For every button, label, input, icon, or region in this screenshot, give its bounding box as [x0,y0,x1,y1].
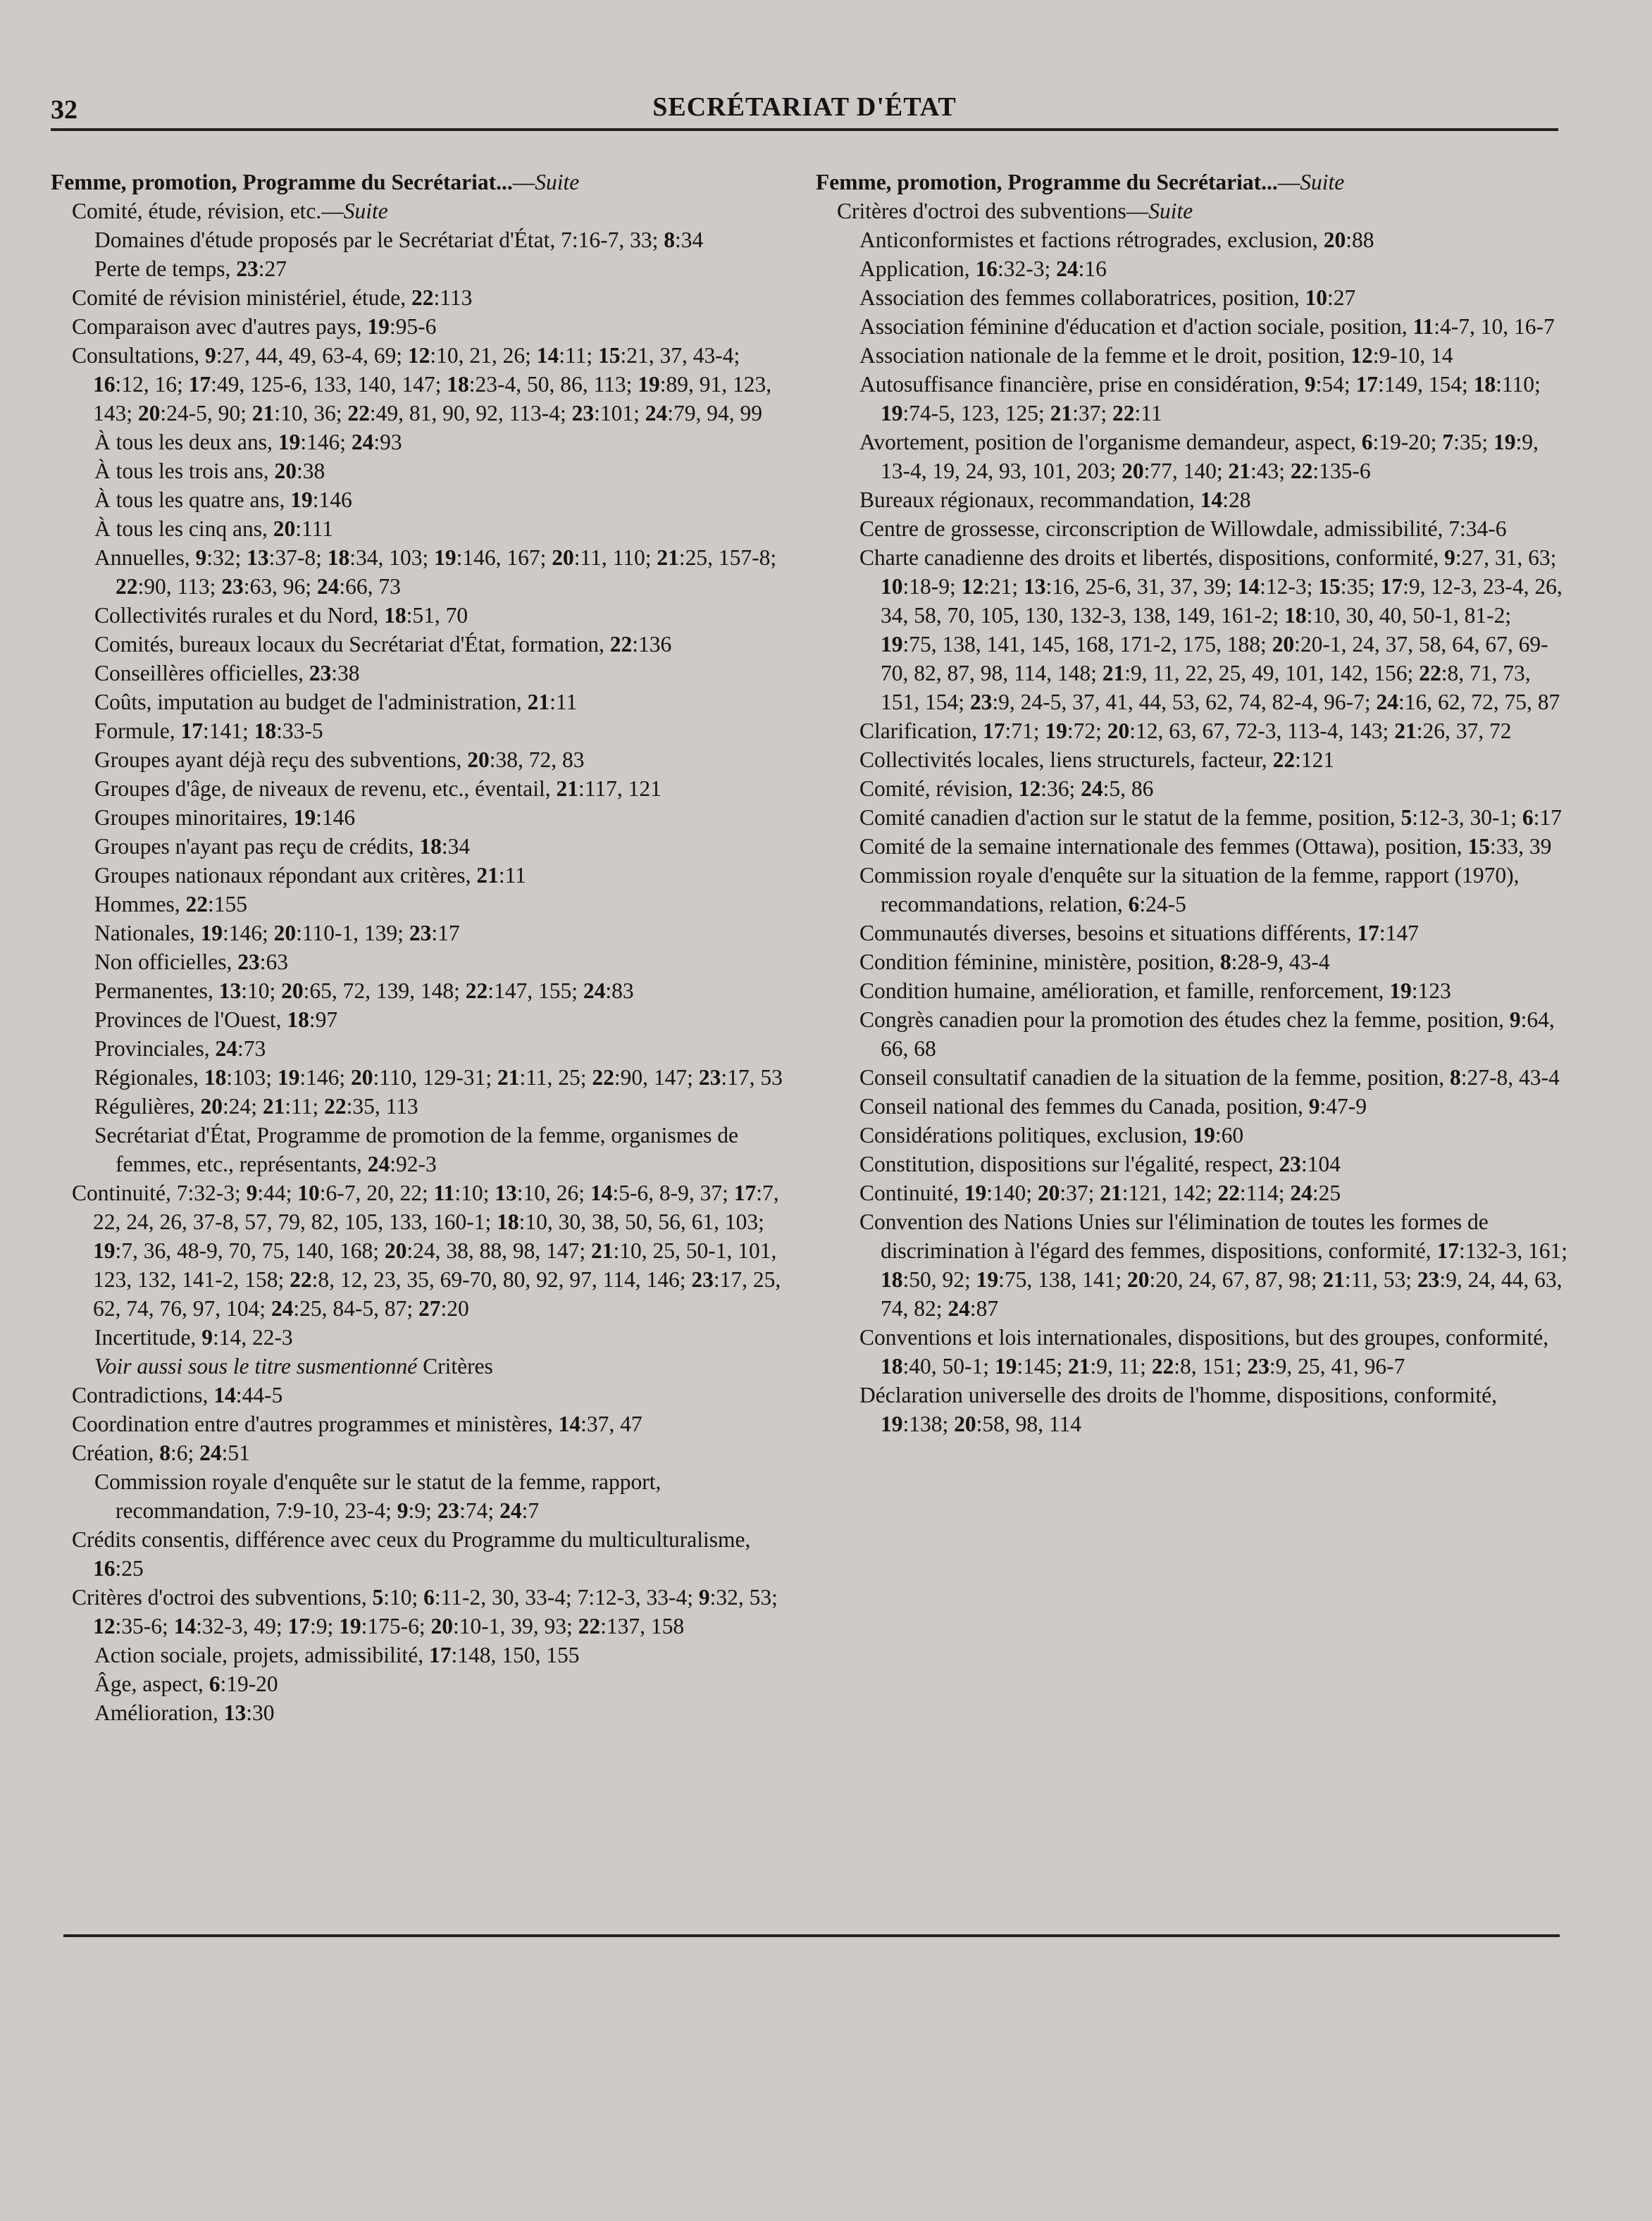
index-entry: Non officielles, 23:63 [94,950,289,974]
index-entry: Action sociale, projets, admissibilité, 17:148, 150, 155 [94,1643,580,1667]
index-heading: Femme, promotion, Programme du Secrétariat...—Suite [816,170,1345,194]
index-entry: Comité canadien d'action sur le statut de la femme, position, 5:12-3, 30-1; 6:17 [859,805,1562,830]
index-entry: Déclaration universelle des droits de l'homme, dispositions, conformité, 19:138; 20:58, 98, 114 [859,1383,1497,1436]
index-entry: Communautés diverses, besoins et situations différents, 17:147 [859,921,1419,945]
index-entry: Consultations, 9:27, 44, 49, 63-4, 69; 12:10, 21, 26; 14:11; 15:21, 37, 43-4; 16:12, 16; 17:49, 125-6, 133, 140, 147; 18:23-4, 50, 86, 113; 19:89, 91, 123, 143; 20:24-5, 90; 21:10, 36; 22:49, 81, 90, 92, 113-4; 23:101; 24:79, 94, 99 [72,343,772,425]
index-entry: Contradictions, 14:44-5 [72,1383,283,1407]
left-index-column [51,168,790,1727]
index-entry: Conseillères officielles, 23:38 [94,661,360,685]
index-entry: Groupes d'âge, de niveaux de revenu, etc., éventail, 21:117, 121 [94,776,662,801]
index-entry: Association des femmes collaboratrices, position, 10:27 [859,285,1356,310]
index-entry: À tous les trois ans, 20:38 [94,459,325,483]
index-entry: Annuelles, 9:32; 13:37-8; 18:34, 103; 19:146, 167; 20:11, 110; 21:25, 157-8; 22:90, 113; 23:63, 96; 24:66, 73 [94,545,777,599]
index-entry: Condition humaine, amélioration, et famille, renforcement, 19:123 [859,978,1451,1003]
index-entry: Coûts, imputation au budget de l'administration, 21:11 [94,690,578,714]
index-entry: Clarification, 17:71; 19:72; 20:12, 63, 67, 72-3, 113-4, 143; 21:26, 37, 72 [859,718,1512,743]
index-entry: Régulières, 20:24; 21:11; 22:35, 113 [94,1094,418,1119]
index-entry: Groupes nationaux répondant aux critères, 21:11 [94,863,526,888]
index-entry: Conventions et lois internationales, dispositions, but des groupes, conformité, 18:40, 50-1; 19:145; 21:9, 11; 22:8, 151; 23:9, 25, 41, 96-7 [859,1325,1549,1379]
index-entry: Groupes minoritaires, 19:146 [94,805,356,830]
index-entry: Amélioration, 13:30 [94,1700,275,1725]
index-entry: Incertitude, 9:14, 22-3 [94,1325,293,1350]
index-entry: Provinces de l'Ouest, 18:97 [94,1007,338,1032]
index-entry: Formule, 17:141; 18:33-5 [94,718,323,743]
index-entry: Comités, bureaux locaux du Secrétariat d'État, formation, 22:136 [94,632,672,657]
index-entry: Permanentes, 13:10; 20:65, 72, 139, 148; 22:147, 155; 24:83 [94,978,634,1003]
index-entry: Collectivités rurales et du Nord, 18:51, 70 [94,603,468,628]
index-entry: Comparaison avec d'autres pays, 19:95-6 [72,314,437,339]
right-index-column [816,168,1570,1438]
index-entry: Voir aussi sous le titre susmentionné Critères [94,1354,493,1379]
index-entry: À tous les cinq ans, 20:111 [94,516,333,541]
index-entry: Collectivités locales, liens structurels, facteur, 22:121 [859,747,1335,772]
index-entry: Autosuffisance financière, prise en considération, 9:54; 17:149, 154; 18:110; 19:74-5, 123, 125; 21:37; 22:11 [859,372,1541,425]
page-header [51,85,1558,127]
index-entry: Application, 16:32-3; 24:16 [859,256,1107,281]
footer-rule [63,1934,1560,1937]
index-entry: Groupes n'ayant pas reçu de crédits, 18:34 [94,834,471,859]
index-entry: Conseil national des femmes du Canada, position, 9:47-9 [859,1094,1367,1119]
running-title: SECRÉTARIAT D'ÉTAT [652,92,957,122]
index-entry: Secrétariat d'État, Programme de promotion de la femme, organismes de femmes, etc., représentants, 24:92-3 [94,1123,738,1176]
index-entry: À tous les quatre ans, 19:146 [94,487,352,512]
index-entry: Centre de grossesse, circonscription de Willowdale, admissibilité, 7:34-6 [859,516,1507,541]
index-entry: Critères d'octroi des subventions—Suite [837,199,1193,223]
index-entry: Constitution, dispositions sur l'égalité, respect, 23:104 [859,1152,1341,1176]
header-rule [51,128,1558,131]
index-entry: Association féminine d'éducation et d'action sociale, position, 11:4-7, 10, 16-7 [859,314,1555,339]
index-entry: Charte canadienne des droits et libertés, dispositions, conformité, 9:27, 31, 63; 10:18-9; 12:21; 13:16, 25-6, 31, 37, 39; 14:12-3; 15:35; 17:9, 12-3, 23-4, 26, 34, 58, 70, 105, 130, 132-3, 138, 149, 161-2; 18:10, 30, 40, 50-1, 81-2; 19:75, 138, 141, 145, 168, 171-2, 175, 188; 20:20-1, 24, 37, 58, 64, 67, 69-70, 82, 87, 98, 114, 148; 21:9, 11, 22, 25, 49, 101, 142, 156; 22:8, 71, 73, 151, 154; 23:9, 24-5, 37, 41, 44, 53, 62, 74, 82-4, 96-7; 24:16, 62, 72, 75, 87 [859,545,1563,714]
index-entry: Comité de révision ministériel, étude, 22:113 [72,285,473,310]
index-entry: Continuité, 19:140; 20:37; 21:121, 142; 22:114; 24:25 [859,1181,1341,1205]
index-entry: Coordination entre d'autres programmes et ministères, 14:37, 47 [72,1412,642,1436]
index-entry: Anticonformistes et factions rétrogrades, exclusion, 20:88 [859,228,1374,252]
index-entry: Avortement, position de l'organisme demandeur, aspect, 6:19-20; 7:35; 19:9, 13-4, 19, 24, 93, 101, 203; 20:77, 140; 21:43; 22:135-6 [859,430,1539,483]
index-entry: Création, 8:6; 24:51 [72,1441,250,1465]
index-entry: Perte de temps, 23:27 [94,256,287,281]
index-entry: À tous les deux ans, 19:146; 24:93 [94,430,402,454]
page-number: 32 [51,95,77,125]
index-entry: Continuité, 7:32-3; 9:44; 10:6-7, 20, 22; 11:10; 13:10, 26; 14:5-6, 8-9, 37; 17:7, 22, 24, 26, 37-8, 57, 79, 82, 105, 133, 160-1; 18:10, 30, 38, 50, 56, 61, 103; 19:7, 36, 48-9, 70, 75, 140, 168; 20:24, 38, 88, 98, 147; 21:10, 25, 50-1, 101, 123, 132, 141-2, 158; 22:8, 12, 23, 35, 69-70, 80, 92, 97, 114, 146; 23:17, 25, 62, 74, 76, 97, 104; 24:25, 84-5, 87; 27:20 [72,1181,781,1321]
index-heading: Femme, promotion, Programme du Secrétariat...—Suite [51,170,580,194]
index-entry: Comité, étude, révision, etc.—Suite [72,199,388,223]
index-entry: Bureaux régionaux, recommandation, 14:28 [859,487,1251,512]
index-entry: Domaines d'étude proposés par le Secrétariat d'État, 7:16-7, 33; 8:34 [94,228,704,252]
index-entry: Considérations politiques, exclusion, 19:60 [859,1123,1244,1147]
index-entry: Conseil consultatif canadien de la situation de la femme, position, 8:27-8, 43-4 [859,1065,1560,1090]
index-entry: Hommes, 22:155 [94,892,248,916]
index-entry: Congrès canadien pour la promotion des études chez la femme, position, 9:64, 66, 68 [859,1007,1555,1061]
index-entry: Commission royale d'enquête sur le statut de la femme, rapport, recommandation, 7:9-10, 23-4; 9:9; 23:74; 24:7 [94,1469,662,1523]
index-entry: Convention des Nations Unies sur l'élimination de toutes les formes de discrimination à l'égard des femmes, dispositions, conformité, 17:132-3, 161; 18:50, 92; 19:75, 138, 141; 20:20, 24, 67, 87, 98; 21:11, 53; 23:9, 24, 44, 63, 74, 82; 24:87 [859,1209,1568,1321]
index-entry: Régionales, 18:103; 19:146; 20:110, 129-31; 21:11, 25; 22:90, 147; 23:17, 53 [94,1065,783,1090]
index-entry: Comité, révision, 12:36; 24:5, 86 [859,776,1154,801]
index-entry: Nationales, 19:146; 20:110-1, 139; 23:17 [94,921,460,945]
index-entry: Condition féminine, ministère, position, 8:28-9, 43-4 [859,950,1330,974]
index-entry: Association nationale de la femme et le droit, position, 12:9-10, 14 [859,343,1453,368]
index-entry: Comité de la semaine internationale des femmes (Ottawa), position, 15:33, 39 [859,834,1552,859]
index-entry: Critères d'octroi des subventions, 5:10; 6:11-2, 30, 33-4; 7:12-3, 33-4; 9:32, 53; 12:35-6; 14:32-3, 49; 17:9; 19:175-6; 20:10-1, 39, 93; 22:137, 158 [72,1585,778,1638]
index-entry: Crédits consentis, différence avec ceux du Programme du multiculturalisme, 16:25 [72,1527,751,1581]
index-entry: Groupes ayant déjà reçu des subventions, 20:38, 72, 83 [94,747,585,772]
index-entry: Commission royale d'enquête sur la situation de la femme, rapport (1970), recommandations, relation, 6:24-5 [859,863,1520,916]
index-entry: Provinciales, 24:73 [94,1036,266,1061]
index-entry: Âge, aspect, 6:19-20 [94,1672,278,1696]
